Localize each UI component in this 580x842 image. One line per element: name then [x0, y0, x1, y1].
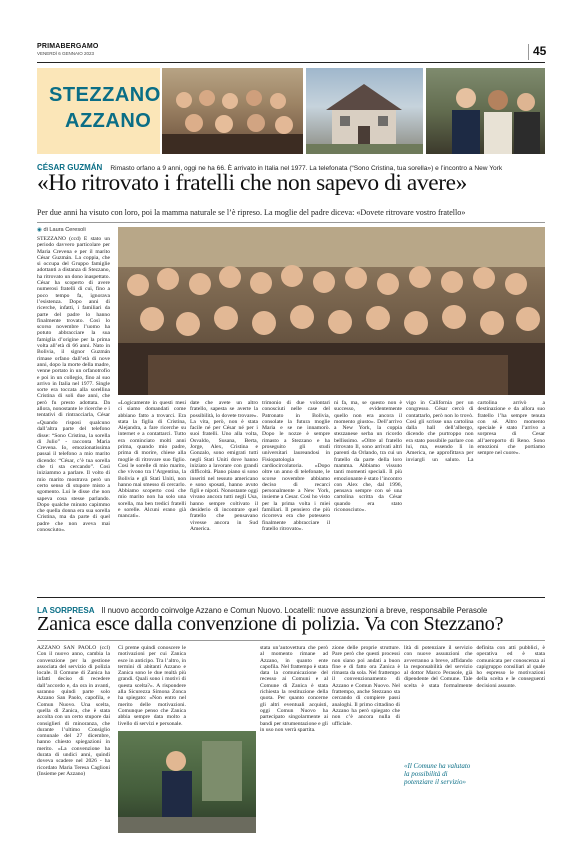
header-divider — [528, 44, 529, 60]
story2-column-4: zione delle proprie strutture. Pare però che questi processi non siano poi andati a buon fine e di fatto ora Zanica è rimasta da sola. Nel frattempo il convenzionamento di Azzano e Comun Nuovo. Nel frattempo, anche Stezzano sta cercando di compiere passi analoghi. Il primo cittadino di Azzano ha però spiegato che non c’è ancora nulla di ufficiale. — [332, 645, 400, 727]
pull-quote: «Il Comune ha valutato la possibilità di potenziare il servizio» — [404, 762, 471, 786]
story2-column-1: AZZANO SAN PAOLO (ccl) Con il nuovo anno, cambia la convenzione per la gestione associata del servizio di polizia locale. Il Comune di Zanica ha infatti deciso di recedere dall’accordo e, da ora in avanti, saranno quindi parte solo Azzano San Paolo, capofila, e Comun Nuovo. Una scelta, quella di Zanica, che è stata accolta con un certo stupore dai consiglieri di minoranza, che durante l’ultimo Consiglio comunale del 27 dicembre, hanno chiesto spiegazioni in merito. «La convenzione ha durata di undici anni, quindi doveva scadere nel 2026 - ha ricordato Maria Teresa Caglioni (Insieme per Azzano) — [37, 645, 110, 777]
photo-house-image — [306, 68, 423, 154]
photo-couple — [426, 68, 545, 154]
story1-column-1: STEZZANO (ccd) È stato un periodo davvero particolare per Maria Crevena e per il marito César Guzmán. La coppia, che si occupa del Gruppo famiglie adottanti a distanza di Stezzano, ha ritrovato un dono inaspettato. César ha scoperto di avere numerosi fratelli di cui, fino a poco tempo fa, ignorava l’esistenza. Dopo anni di ricerche, infatti, i familiari da parte del padre lo hanno finalmente trovato. Così lo scorso novembre l’uomo ha potuto abbracciare la sua famiglia d’origine per la prima volta all’età di 66 anni. Nato in Bolivia, il signor Guzmán rimase orfano dall’età di nove anni, dopo la morte della madre, venne portato in un orfanotrofio e poi in un collegio, fino al suo arrivo in Italia nel 1977. Single sorte era toccata alla sorellina Cristina di soli due anni, che però fu presto adottata. Da allora, nonostante le ricerche e i tentativi di rintracciarla, César — [37, 236, 110, 419]
photo-police-officer-image — [118, 731, 256, 833]
story1-kicker-text: Rimasto orfano a 9 anni, oggi ne ha 66. È arrivato in Italia nel 1977. La telefonata (“Sono Cristina, tua sorella») e l’incontro a New York — [110, 165, 503, 172]
story2-top-rule — [37, 597, 545, 598]
story2-column-5: lità di potenziare il servizio con nuove assunzioni che avverranno a breve, affidando la responsabilità del servizio al dottor Marco Perasole, già dipendente del Comune. Tale scelta è stata formalmente definita con atti pubblici, è operativa ed è stata comunicata per conoscenza ai capigruppo consiliari al quale ho espresso le motivazioni della scelta e le conseguenti decisioni assunte. — [404, 645, 545, 689]
story1-column-2: «Logicamente in questi mesi ci siamo domandati come abbiano fatto a trovarci. Era stata la figlia di Cristina, Alejandra, a fare ricerche su internet e a contattarci. Tutto era cominciato molti anni prima, quando mio padre, prima di morire, chiese alla moglie di ritrovare suo figlio. Così le sorelle di mio marito, che vivono tra l’Argentina, la Bolivia e gli Stati Uniti, non hanno mai smesso di cercarlo. Abbiamo scoperto così che mio marito non ha solo una sorella, ma ben tredici fratelli e sorelle. Alcuni erano già mancati». — [118, 400, 186, 520]
photo-couple-image — [426, 68, 545, 154]
header-rule — [37, 62, 545, 63]
page-number: 45 — [533, 44, 547, 58]
story2-headline-rule — [37, 640, 545, 641]
photo-reunion-image — [118, 227, 545, 395]
section-title-azzano: AZZANO — [65, 110, 152, 132]
story1-column-4: trimonio di due volontari conosciuti nelle case del Patronato in Bolivia, consolate la futura moglie Maria e se ne innamorò. Dopo le nozze è sempre rimasto a Stezzano e ha proseguito gli studi universitari laureandosi in Fisiopatologia cardiocircolatoria. «Dopo oltre un anno di telefonate, le scorse novembre abbiamo deciso di recarci personalmente a New York, insieme a Cesar. Così ho visto per la prima volta i miei familiari. Il pensiero che più ricorreva era che potessero finalmente abbracciare il fratello ritrovato». — [262, 400, 330, 532]
newspaper-name: PRIMABERGAMO — [37, 43, 99, 50]
story1-column-1b: «Quando risposi qualcuno dall’altra parte del telefono disse: “Sono Cristina, la sorella di Julio” - racconta Maria Crevena. Io, emozionatissima passai il telefono a mio marito dicendo: “César, c’è tua sorella che ti sta cercando”. Così iniziammo a parlare. Il volto di mio marito mostrava però un certo senso di stupore misto a sgomento. Lui le disse che non sapeva cosa stesse parlando. Dopo qualche minuto capimmo che quella donna era sua sorella Cristina, ma da parte di quel padre che non aveva mai conosciuto». — [37, 420, 110, 534]
section-box — [37, 68, 160, 154]
story1-headline: «Ho ritrovato i fratelli che non sapevo di avere» — [37, 170, 467, 196]
issue-date: VENERDÌ 6 GENNAIO 2023 — [37, 51, 95, 56]
story2-kicker: LA SORPRESA — [37, 606, 95, 615]
photo-police-officer — [118, 731, 256, 833]
story1-column-5: ni fa, ma, se questo non è successo, evidentemente quello non era ancora il momento giusto». Dell’arrivo a New York, la coppia stezzanese serba un ricordo bellissimo. «Oltre al fratello ritrovato Il, sono arrivati altri parenti da Orlando, tra cui un fratello da parte della loro mamma. Abbiamo vissuto tanti momenti speciali. Il più emozionante è stato l’incontro con Alex che, dal 1996, pensava sempre con sé una cartolina scritta da César quando era stato riconosciuto». — [334, 400, 402, 514]
photo-reunion — [118, 227, 545, 395]
story1-deck-rule — [37, 222, 545, 223]
story2-kicker-text: Il nuovo accordo coinvolge Azzano e Comun Nuovo. Locatelli: nuove assunzioni a breve, responsabile Perasole — [101, 606, 488, 615]
story1-deck: Per due anni ha visuto con loro, poi la mamma naturale se l’è ripreso. La moglie del padre diceva: «Dovete ritrovare vostro fratello» — [37, 208, 466, 217]
story2-column-2: Ci preme quindi conoscere le motivazioni per cui Zanica esce in anticipo. Tra l’altro, in termini di abitanti Azzano e Zanica sono le due realtà più grandi. Quali sono i motivi di questa scelta?». A rispondere alla Sicurezza Simona Zonca ha spiegato: «Non entro nel merito delle motivazioni. Comunque penso che Zanica abbia sempre data molto a livello di servizi e personale. — [118, 645, 186, 727]
story1-column-6: vigo in California per un congresso. César cercò di contattarlo, però non lo trovò. Così gli scrisse una cartolina dalla hall dell’albergo, dicendo che purtroppo non era stato possibile parlare con lui, ma, essendo lì in America, ne approfittava per inviargli un saluto. La cartolina arrivò a destinazione e da allora suo fratello l’ha sempre tenuta con sé. Altro momento speciale è stato l’arrivo a sorpresa di Cesar all’aeroporto di Reno. Sono emozioni che portiamo sempre nel cuore». — [406, 400, 545, 463]
story1-kicker: CÉSAR GUZMÁN — [37, 163, 103, 172]
byline-icon: ◉ — [37, 227, 42, 233]
photo-family-group — [162, 68, 303, 154]
story2-headline: Zanica esce dalla convenzione di polizia. Va con Stezzano? — [37, 613, 504, 635]
story2-column-3: stata un’autovettura che però al momento rimane ad Azzano, in quanto ente capofila. Nel frattempo è stata data la comunicazione del recesso ai Comuni e al Comune di Zanica è stata richiesta la restituzione della quota. Per quanto concerne gli altri eventuali acquisti, oggi Comun Nuovo ha partecipato singolarmente ai bandi per strumentazione e gli in uso non verrà spartita. — [260, 645, 328, 733]
photo-house — [306, 68, 423, 154]
section-title-stezzano: STEZZANO — [49, 84, 161, 106]
byline-text: di Laura Ceresoli — [43, 227, 86, 233]
byline — [37, 227, 86, 233]
story1-column-3: date che avete un altro fratello, sapesta se averte la possibilità, lo dovete trovare». La vita, però, non è stata facile né per César né per i suoi fratelli. Uno alla volta, Osvaldo, Susana, Berta, Jorge, Alex, Cristina e Gonzalo, sono emigrati tutti negli Stati Uniti dove hanno iniziato a lavorare con grandi difficoltà. Piano piano si sono inseriti nel tessuto americano e sono sposati, hanno avuto figli e nipoti. Nonostante oggi vivano ancora tutti negli Usa, hanno sempre coltivato il desiderio di incontrare quel fratello che pensavano vivesse ancora in Sud America. — [190, 400, 258, 532]
photo-family-group-image — [162, 68, 303, 154]
